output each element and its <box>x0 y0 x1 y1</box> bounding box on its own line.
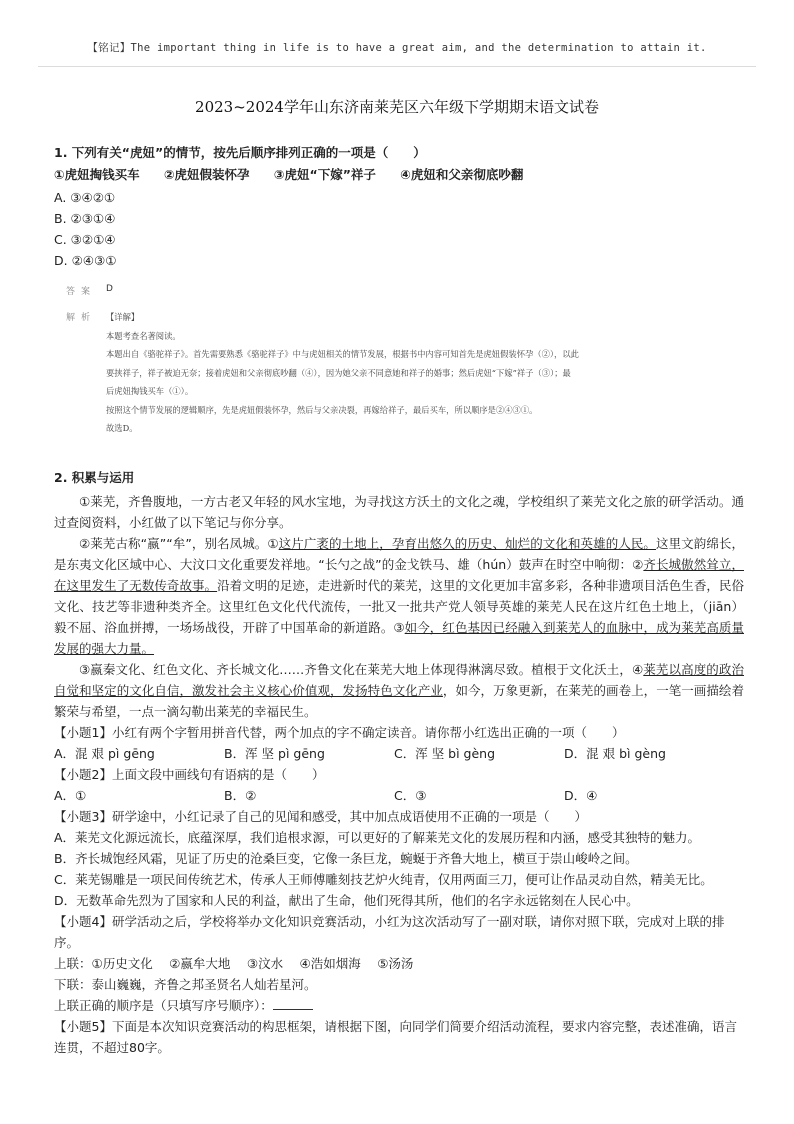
answer-explanation <box>66 280 746 433</box>
subquestion-3-option-a: A．莱芜文化源远流长，底蕴深厚，我们追根求源，可以更好的了解莱芜文化的发展历程和内涵，感受其独特的魅力。 <box>54 830 701 845</box>
passage-paragraph-3 <box>54 659 744 722</box>
answer-row <box>66 280 746 300</box>
option-b: B．浑 坚 pì gēng <box>224 746 325 761</box>
passage-text: ③嬴秦文化、红色文化、齐长城文化……齐鲁文化在莱芜大地上体现得淋漓尽致。植根于文化沃土，④ <box>79 662 644 677</box>
explanation-label: 解析 <box>66 313 97 323</box>
explanation-line: 本题考查名著阅读。 <box>106 330 181 341</box>
couplet-upper: 上联：①历史文化 ②嬴牟大地 ③汶水 ④浩如烟海 ⑤汤汤 <box>54 956 414 971</box>
plot-item: ①虎妞掏钱买车 <box>54 167 140 182</box>
option-d: D. ②④③① <box>54 253 117 268</box>
passage-text: ，如今，万象更新，在莱芜的画卷上，一笔一画描绘着繁荣与希望，一点一滴勾勒出莱芜的幸福民生。 <box>54 683 744 719</box>
explanation-line: 按照这个情节发展的逻辑顺序，先是虎妞假装怀孕，然后与父亲决裂，再嫁给祥子，最后买车，所以顺序是②④③①。 <box>106 404 538 415</box>
order-answer-line <box>54 995 744 1016</box>
option-d: D．④ <box>564 788 598 803</box>
explanation-line: 【详解】 <box>106 312 140 322</box>
explanation-line: 后虎妞掏钱买车（①）。 <box>106 386 194 396</box>
explanation-line: 要挟祥子，祥子被迫无奈；接着虎妞和父亲彻底吵翻（④），因为她父亲不同意她和祥子的婚事；然后虎妞“下嫁”祥子（③）；最 <box>106 367 571 378</box>
couplet-lower: 下联：泰山巍巍，齐鲁之邦圣贤名人灿若星河。 <box>54 977 317 992</box>
plot-item: ②虎妞假装怀孕 <box>163 167 250 182</box>
answer-blank[interactable] <box>273 997 313 1010</box>
subquestion-4: 【小题4】研学活动之后，学校将举办文化知识竞赛活动，小红为这次活动写了一副对联，请你对照下联，完成对上联的排序。 <box>54 914 725 950</box>
passage-text: 这里文韵绵长，是东夷文化区域中心、大汶口文化重要发祥地。“长勺之战”的金戈铁马、雄（hún）鼓声在时空中响彻：② <box>54 536 744 572</box>
underlined-sentence-4: 莱芜以高度的政治自觉和坚定的文化自信，激发社会主义核心价值观，发扬特色文化产业 <box>54 662 744 698</box>
underlined-sentence-1: 这片广袤的土地上，孕育出悠久的历史、灿烂的文化和英雄的人民。 <box>278 536 657 551</box>
subquestion-3-option-c: C．莱芜锡雕是一项民间传统艺术，传承人王师傅雕刻技艺炉火纯青，仅用两面三刀，便可让作品灵动自然，精美无比。 <box>54 872 713 887</box>
plot-item: ④虎妞和父亲彻底吵翻 <box>400 167 524 182</box>
answer-label: 答案 <box>66 287 97 297</box>
subquestion-3-option-b: B．齐长城饱经风霜，见证了历史的沧桑巨变，它像一条巨龙，蜿蜒于齐鲁大地上，横亘于崇山峻岭之间。 <box>54 851 638 866</box>
question-1-stem: 1. 下列有关“虎妞”的情节，按先后顺序排列正确的一项是（ ） <box>54 145 426 160</box>
underlined-sentence-2: 齐长城傲然耸立，在这里发生了无数传奇故事。 <box>54 557 744 593</box>
option-c: C．③ <box>394 788 427 803</box>
option-c: C．浑 坚 bì gèng <box>394 746 496 761</box>
subquestion-2-options <box>54 785 744 806</box>
plot-item: ③虎妞“下嫁”祥子 <box>273 167 376 182</box>
subquestion-1-options <box>54 743 744 764</box>
option-a: A．混 艰 pì gēng <box>54 746 155 761</box>
option-b: B. ②③①④ <box>54 211 116 226</box>
subquestion-2: 【小题2】上面文段中画线句有语病的是（ ） <box>54 767 325 782</box>
option-d: D．混 艰 bì gèng <box>564 746 666 761</box>
subquestion-5: 【小题5】下面是本次知识竞赛活动的构思框架，请根据下图，向同学们简要介绍活动流程，要求内容完整，表述准确，语言连贯，不超过80字。 <box>54 1019 737 1055</box>
option-c: C. ③②①④ <box>54 232 116 247</box>
passage-paragraph-1: ①莱芜，齐鲁腹地，一方古老又年轻的风水宝地，为寻找这方沃土的文化之魂，学校组织了莱芜文化之旅的研学活动。通过查阅资料，小红做了以下笔记与你分享。 <box>54 494 744 530</box>
order-prompt: 上联正确的顺序是（只填写序号顺序）： <box>54 998 273 1013</box>
page-title: 2023~2024学年山东济南莱芜区六年级下学期期末语文试卷 <box>195 98 599 116</box>
subquestion-3-option-d: D．无数革命先烈为了国家和人民的利益，献出了生命，他们死得其所，他们的名字永远铭刻在人民心中。 <box>54 893 639 908</box>
header-divider <box>38 66 756 67</box>
passage-text: 沿着文明的足迹，走进新时代的莱芜，这里的文化更加丰富多彩，各种非遗项目活色生香，民俗文化、技艺等非遗种类齐全。这里红色文化代代流传，一批又一批共产党人领导英雄的莱芜人民在这片红色土地上，（jiān）毅不屈、浴血拼搏，一场场战役，开辟了中国革命的新道路。③ <box>54 578 744 635</box>
explanation-body <box>106 308 746 438</box>
explanation-line: 故选D。 <box>106 423 138 433</box>
question-2 <box>54 469 744 1058</box>
option-b: B．② <box>224 788 257 803</box>
explanation-line: 本题出自《骆驼祥子》。首先需要熟悉《骆驼祥子》中与虎妞相关的情节发展，根据书中内容可知首先是虎妞假装怀孕（②），以此 <box>106 349 579 359</box>
option-a: A．① <box>54 788 87 803</box>
passage-text: ②莱芜古称“嬴”“牟”，别名凤城。① <box>79 536 279 551</box>
passage-paragraph-2 <box>54 533 744 659</box>
motto-header: 【铭记】The important thing in life is to have a great aim, and the determination to attain it. <box>87 42 707 54</box>
option-a: A. ③④②① <box>54 190 116 205</box>
question-1-items <box>54 165 754 183</box>
answer-value: D <box>106 284 113 294</box>
subquestion-1: 【小题1】小红有两个字暂用拼音代替，两个加点的字不确定读音。请你帮小红选出正确的一项（ ） <box>54 725 625 740</box>
underlined-sentence-3: 如今，红色基因已经融入到莱芜人的血脉中，成为莱芜高质量发展的强大力量。 <box>54 620 744 656</box>
question-2-heading: 2. 积累与运用 <box>54 470 135 485</box>
subquestion-3: 【小题3】研学途中，小红记录了自己的见闻和感受，其中加点成语使用不正确的一项是（ ） <box>54 809 587 824</box>
question-1 <box>54 143 754 271</box>
